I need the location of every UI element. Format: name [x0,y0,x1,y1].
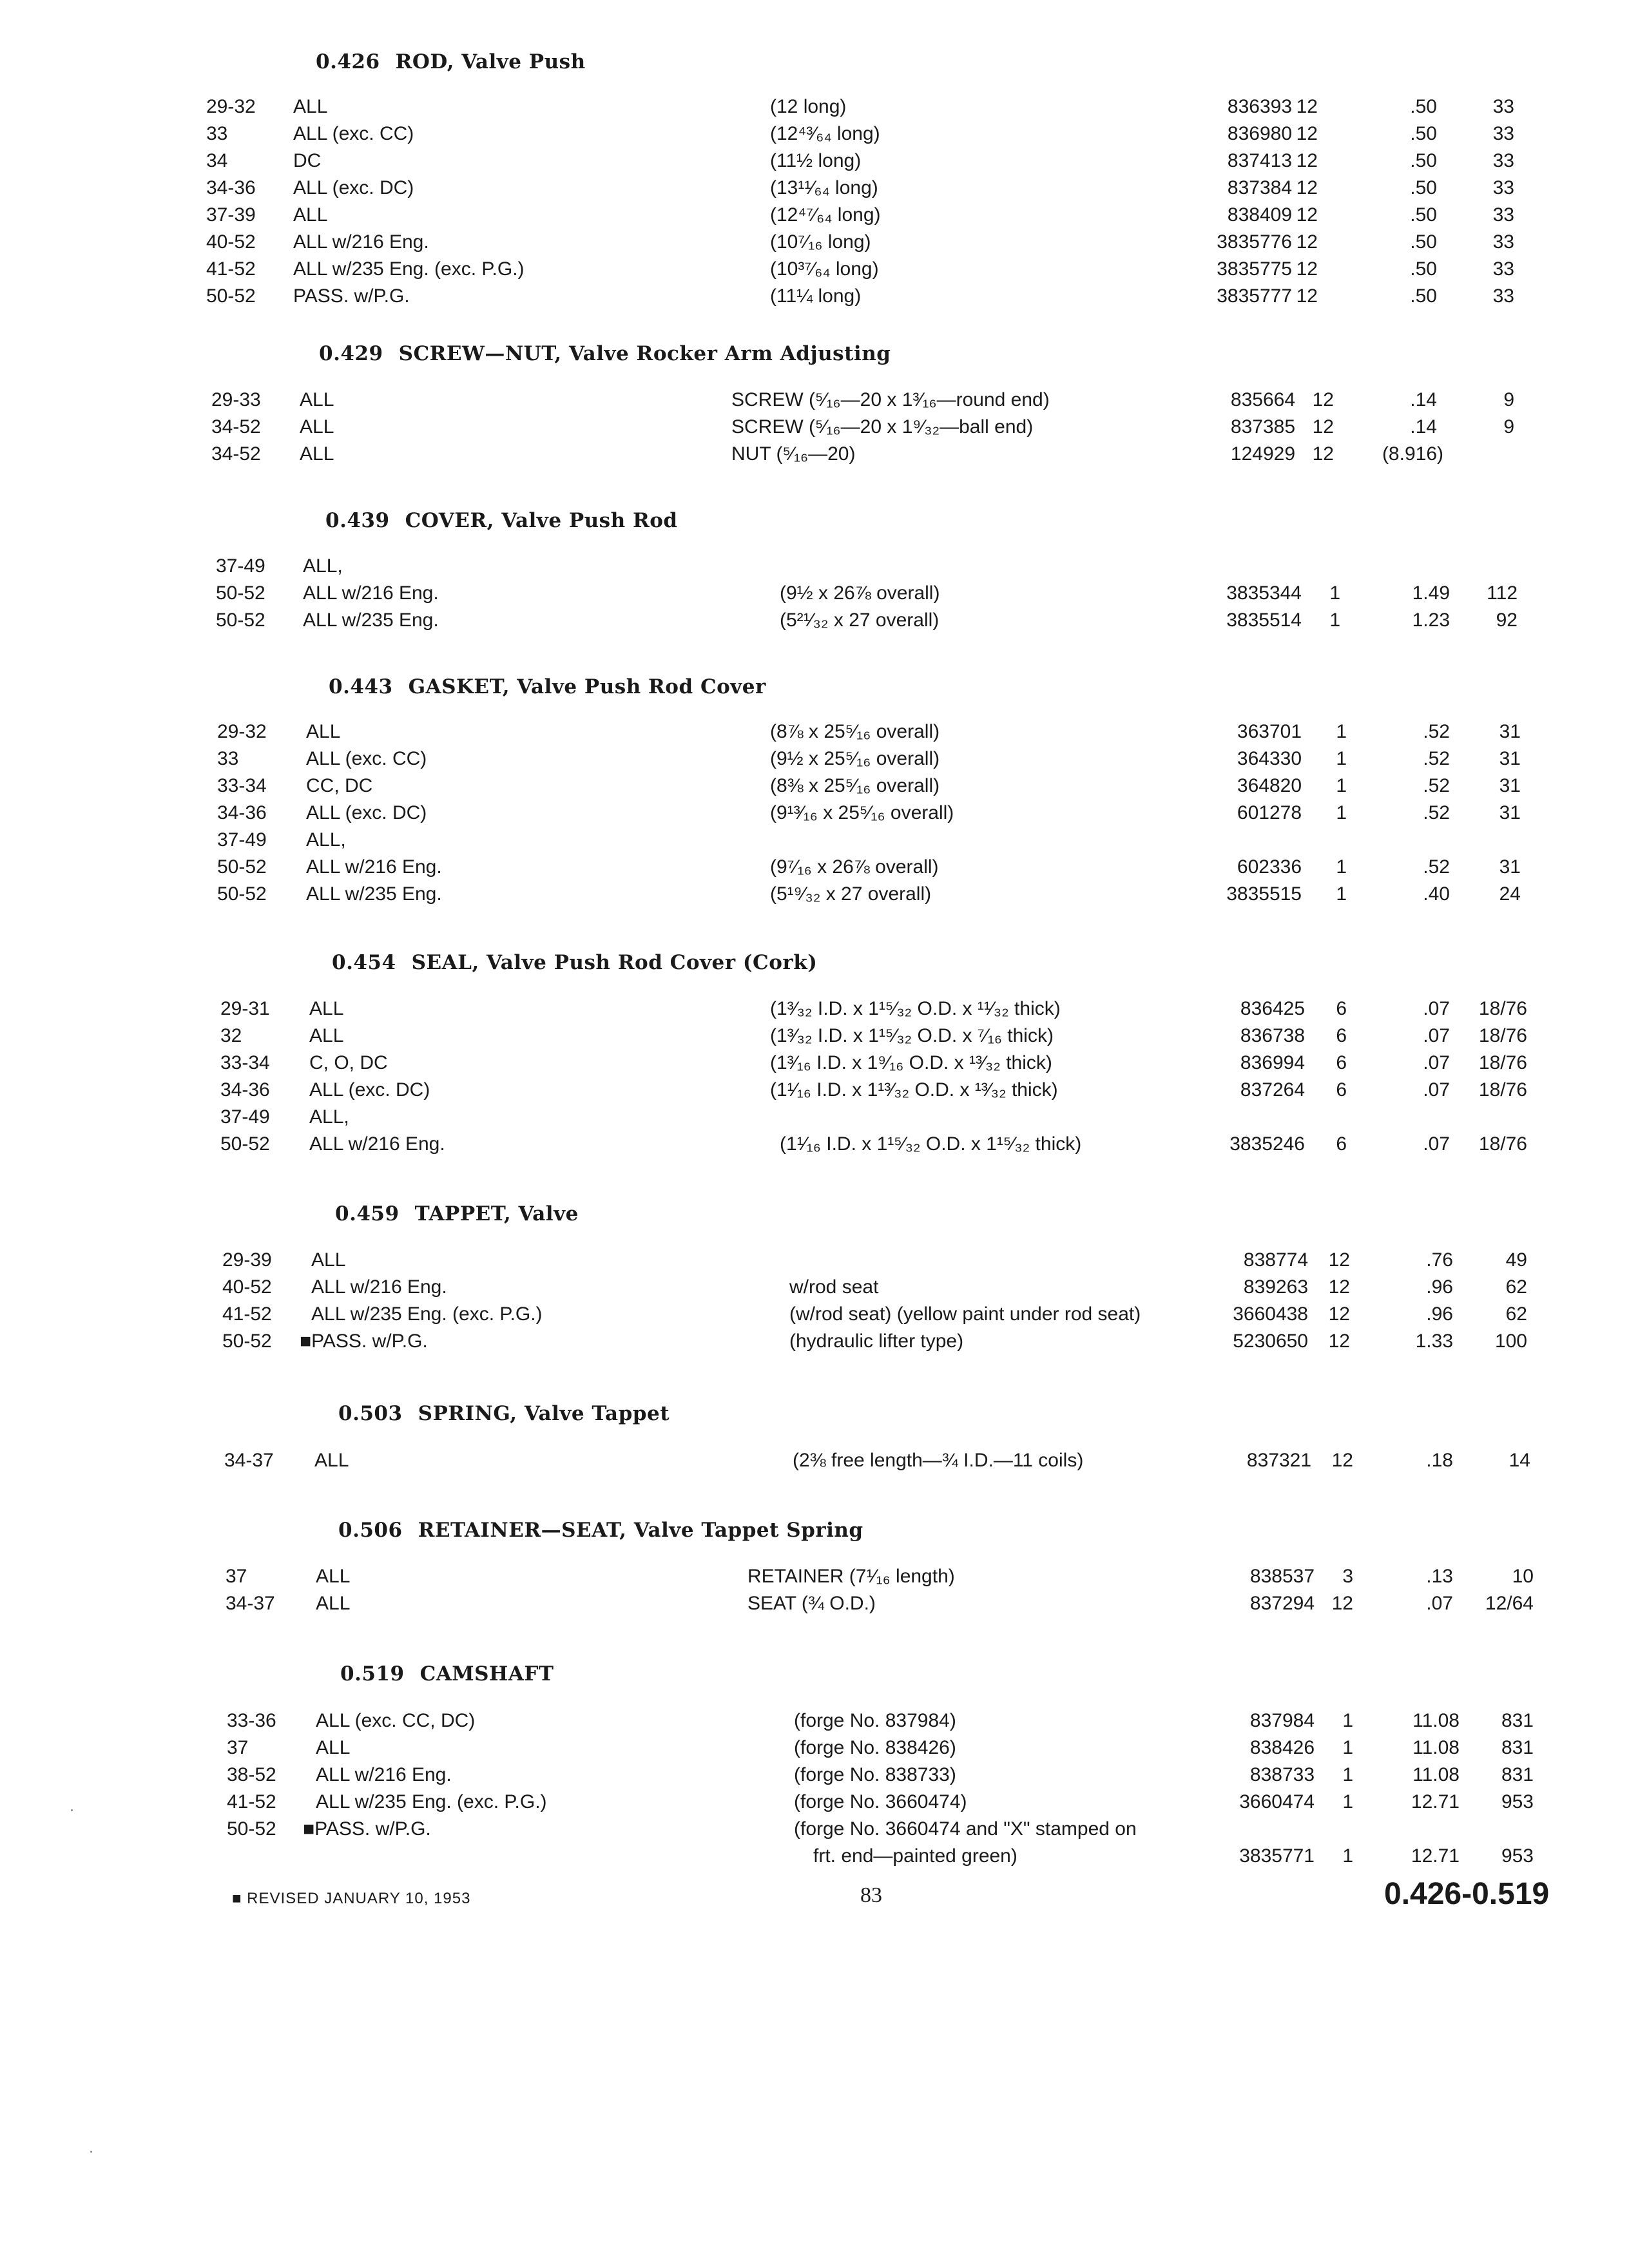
table-row: 37-49 ALL, [217,829,346,850]
table-row: 50-52 ALL w/216 Eng. (9⁷⁄₁₆ x 26⅞ overall) 602336 1 .52 31 [217,856,1521,878]
table-row: 34-52 ALL NUT (⁵⁄₁₆—20) 124929 12 (8.916) [211,443,1443,465]
table-row: 41-52 ALL w/235 Eng. (exc. P.G.) (10³⁷⁄₆₄ long) 3835775 12 .50 33 [206,258,1514,280]
table-row: 33 ALL (exc. CC) (9½ x 25⁵⁄₁₆ overall) 364330 1 .52 31 [217,748,1521,769]
section-heading: 0.503 SPRING, Valve Tappet [338,1402,670,1425]
table-row: 50-52 ALL w/216 Eng. (1¹⁄₁₆ I.D. x 1¹⁵⁄₃₂ O.D. x 1¹⁵⁄₃₂ thick) 3835246 6 .07 18/76 [220,1133,1527,1155]
table-row: 34-36 ALL (exc. DC) (13¹¹⁄₆₄ long) 837384 12 .50 33 [206,177,1514,198]
table-row: 40-52 ALL w/216 Eng. w/rod seat 839263 12 .96 62 [222,1276,1527,1298]
table-row: 33-36 ALL (exc. CC, DC) (forge No. 837984) 837984 1 11.08 831 [227,1710,1534,1731]
table-row: 33-34 CC, DC (8⅜ x 25⁵⁄₁₆ overall) 364820 1 .52 31 [217,775,1521,796]
table-row: 34-36 ALL (exc. DC) (1¹⁄₁₆ I.D. x 1¹³⁄₃₂ O.D. x ¹³⁄₃₂ thick) 837264 6 .07 18/76 [220,1079,1527,1100]
section-heading: 0.506 RETAINER—SEAT, Valve Tappet Spring [338,1519,863,1542]
section-range: 0.426-0.519 [1384,1877,1550,1911]
table-row: 29-33 ALL SCREW (⁵⁄₁₆—20 x 1³⁄₁₆—round end) 835664 12 .14 9 [211,389,1514,410]
table-row: 29-32 ALL (12 long) 836393 12 .50 33 [206,96,1514,117]
table-row: 50-52 ■PASS. w/P.G. (forge No. 3660474 and "X" stamped on [227,1818,1137,1840]
table-row: 41-52 ALL w/235 Eng. (exc. P.G.) (w/rod seat) (yellow paint under rod seat) 3660438 12 .96 62 [222,1303,1527,1325]
section-heading: 0.459 TAPPET, Valve [335,1202,579,1225]
table-row: 37-49 ALL, [216,555,343,577]
table-row: 40-52 ALL w/216 Eng. (10⁷⁄₁₆ long) 3835776 12 .50 33 [206,231,1514,253]
table-row: 37-49 ALL, [220,1106,349,1128]
table-row: 50-52 PASS. w/P.G. (11¼ long) 3835777 12 .50 33 [206,285,1514,307]
table-row: 37-39 ALL (12⁴⁷⁄₆₄ long) 838409 12 .50 33 [206,204,1514,226]
table-row: 37 ALL RETAINER (7¹⁄₁₆ length) 838537 3 .13 10 [226,1566,1534,1587]
table-row: 50-52 ALL w/235 Eng. (5²¹⁄₃₂ x 27 overall) 3835514 1 1.23 92 [216,610,1518,631]
section-heading: 0.439 COVER, Valve Push Rod [325,509,678,532]
table-row: 29-32 ALL (8⅞ x 25⁵⁄₁₆ overall) 363701 1 .52 31 [217,721,1521,742]
section-heading: 0.429 SCREW—NUT, Valve Rocker Arm Adjusting [319,342,891,365]
scan-speck [71,1809,73,1811]
section-heading: 0.426 ROD, Valve Push [316,50,586,73]
table-row: 38-52 ALL w/216 Eng. (forge No. 838733) 838733 1 11.08 831 [227,1764,1534,1785]
table-row: 37 ALL (forge No. 838426) 838426 1 11.08 831 [227,1737,1534,1758]
table-row: 34-36 ALL (exc. DC) (9¹³⁄₁₆ x 25⁵⁄₁₆ overall) 601278 1 .52 31 [217,802,1521,823]
table-row: 33 ALL (exc. CC) (12⁴³⁄₆₄ long) 836980 12 .50 33 [206,123,1514,144]
table-row: 50-52 ALL w/216 Eng. (9½ x 26⅞ overall) 3835344 1 1.49 112 [216,582,1518,604]
table-row: 32 ALL (1³⁄₃₂ I.D. x 1¹⁵⁄₃₂ O.D. x ⁷⁄₁₆ thick) 836738 6 .07 18/76 [220,1025,1527,1046]
section-heading: 0.443 GASKET, Valve Push Rod Cover [329,675,766,698]
revision-note: ■ REVISED JANUARY 10, 1953 [232,1890,471,1907]
section-heading: 0.454 SEAL, Valve Push Rod Cover (Cork) [332,951,818,974]
table-row: 34-37 ALL (2⅜ free length—¾ I.D.—11 coils) 837321 12 .18 14 [224,1450,1530,1471]
table-row: 29-39 ALL 838774 12 .76 49 [222,1249,1527,1271]
table-row: 50-52 ALL w/235 Eng. (5¹⁹⁄₃₂ x 27 overall) 3835515 1 .40 24 [217,883,1521,905]
table-row-continuation: frt. end—painted green) 3835771 1 12.71 953 [813,1845,1534,1867]
table-row: 34-37 ALL SEAT (¾ O.D.) 837294 12 .07 12/64 [226,1593,1534,1614]
table-row: 29-31 ALL (1³⁄₃₂ I.D. x 1¹⁵⁄₃₂ O.D. x ¹¹⁄₃₂ thick) 836425 6 .07 18/76 [220,998,1527,1019]
page-number: 83 [860,1883,882,1907]
table-row: 50-52 ■PASS. w/P.G. (hydraulic lifter type) 5230650 12 1.33 100 [222,1331,1527,1352]
table-row: 33-34 C, O, DC (1³⁄₁₆ I.D. x 1⁹⁄₁₆ O.D. x ¹³⁄₃₂ thick) 836994 6 .07 18/76 [220,1052,1527,1073]
table-row: 41-52 ALL w/235 Eng. (exc. P.G.) (forge No. 3660474) 3660474 1 12.71 953 [227,1791,1534,1812]
scan-speck [90,2151,92,2153]
table-row: 34 DC (11½ long) 837413 12 .50 33 [206,150,1514,171]
section-heading: 0.519 CAMSHAFT [340,1662,554,1686]
table-row: 34-52 ALL SCREW (⁵⁄₁₆—20 x 1⁹⁄₃₂—ball end) 837385 12 .14 9 [211,416,1514,437]
